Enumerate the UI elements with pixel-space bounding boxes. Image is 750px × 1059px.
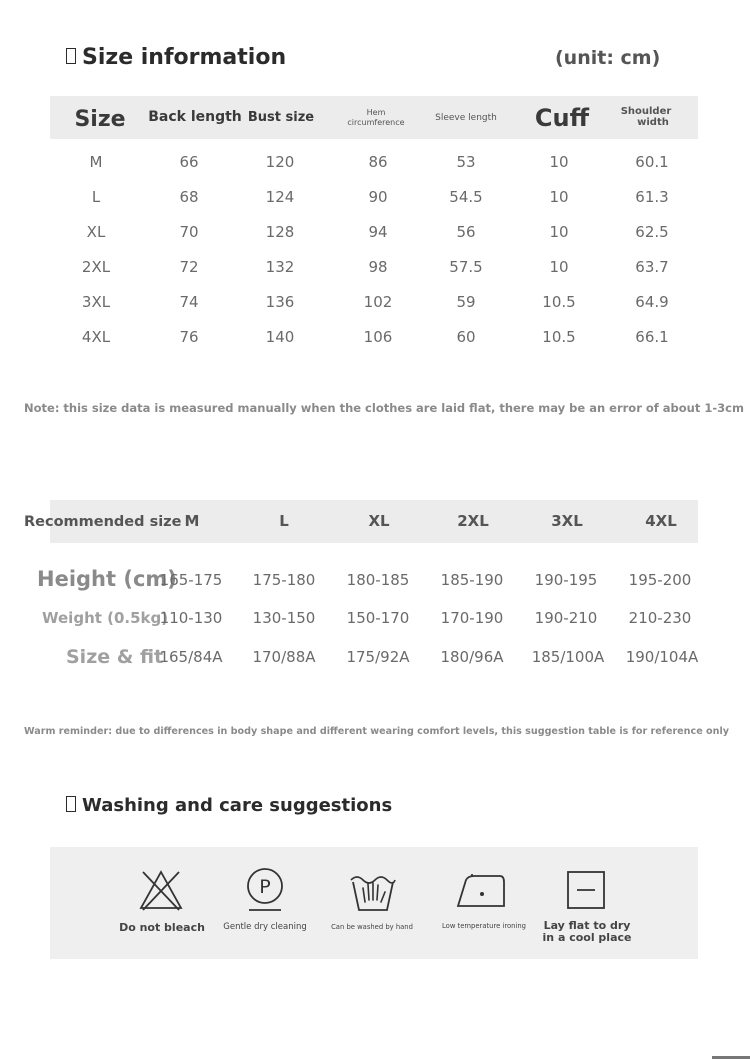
row-bust-size: 140: [265, 328, 295, 346]
header-hem-line2: circumference: [347, 118, 405, 127]
row-back-length: 66: [179, 153, 199, 171]
height-value: 180-185: [346, 571, 410, 589]
lay-flat-dry-icon: [566, 870, 606, 910]
header-bust-size: Bust size: [247, 110, 315, 125]
recommend-size: 4XL: [645, 512, 677, 530]
row-bust-size: 136: [265, 293, 295, 311]
row-sleeve: 53: [456, 153, 476, 171]
weight-value: 110-130: [159, 609, 223, 627]
header-hem-circumference: [338, 108, 414, 128]
row-bust-size: 128: [265, 223, 295, 241]
recommend-header-label: Recommended size: [24, 514, 182, 530]
row-shoulder: 61.3: [635, 188, 669, 206]
row-back-length: 76: [179, 328, 199, 346]
weight-value: 170-190: [440, 609, 504, 627]
row-hem: 98: [368, 258, 388, 276]
recommend-size: 2XL: [457, 512, 489, 530]
height-value: 190-195: [534, 571, 598, 589]
row-cuff: 10: [549, 223, 569, 241]
height-value: 175-180: [252, 571, 316, 589]
size-title-text: Size information: [82, 45, 287, 70]
iron-icon: [456, 872, 508, 910]
no-bleach-label: Do not bleach: [119, 921, 205, 934]
row-sleeve: 60: [456, 328, 476, 346]
iron-label: Low temperature ironing: [442, 922, 526, 930]
row-back-length: 72: [179, 258, 199, 276]
warm-reminder: Warm reminder: due to differences in body shape and different wearing comfort levels, this suggestion table is for reference only: [24, 726, 730, 737]
header-hem-line1: Hem: [366, 108, 386, 117]
weight-value: 130-150: [252, 609, 316, 627]
no-bleach-icon: [139, 868, 183, 912]
row-size: XL: [86, 223, 106, 241]
box-icon: [66, 796, 76, 812]
header-shoulder-width: [614, 106, 678, 128]
row-shoulder: 62.5: [635, 223, 669, 241]
weight-value: 150-170: [346, 609, 410, 627]
row-size: L: [91, 188, 101, 206]
height-label: Height (cm): [37, 567, 177, 591]
unit-label: (unit: cm): [555, 47, 661, 69]
row-hem: 102: [363, 293, 393, 311]
fit-value: 185/100A: [531, 648, 605, 666]
row-hem: 106: [363, 328, 393, 346]
svg-text:P: P: [259, 876, 271, 898]
row-shoulder: 66.1: [635, 328, 669, 346]
row-back-length: 70: [179, 223, 199, 241]
row-shoulder: 63.7: [635, 258, 669, 276]
row-size: 4XL: [81, 328, 111, 346]
header-back-length: Back length: [148, 109, 242, 125]
fit-value: 190/104A: [625, 648, 699, 666]
recommend-size: M: [184, 512, 200, 530]
weight-value: 190-210: [534, 609, 598, 627]
row-bust-size: 132: [265, 258, 295, 276]
row-bust-size: 120: [265, 153, 295, 171]
row-cuff: 10: [549, 188, 569, 206]
row-bust-size: 124: [265, 188, 295, 206]
header-cuff: Cuff: [534, 104, 590, 132]
row-size: 3XL: [81, 293, 111, 311]
header-sleeve-length: Sleeve length: [435, 113, 497, 123]
row-cuff: 10.5: [542, 328, 576, 346]
care-title-text: Washing and care suggestions: [82, 795, 393, 816]
lay-flat-line1: Lay flat to dry: [543, 919, 631, 932]
height-value: 165-175: [159, 571, 223, 589]
row-cuff: 10: [549, 153, 569, 171]
care-section-title: [66, 795, 392, 816]
row-hem: 86: [368, 153, 388, 171]
recommend-size: 3XL: [551, 512, 583, 530]
header-size: Size: [74, 107, 126, 132]
row-hem: 90: [368, 188, 388, 206]
row-size: 2XL: [81, 258, 111, 276]
row-size: M: [89, 153, 103, 171]
hand-wash-icon: [349, 872, 397, 914]
header-shoulder-line1: Shoulder: [620, 106, 672, 117]
row-back-length: 74: [179, 293, 199, 311]
weight-value: 210-230: [628, 609, 692, 627]
row-cuff: 10.5: [542, 293, 576, 311]
fit-label: Size & fit: [66, 646, 164, 668]
weight-label: Weight (0.5kg): [42, 609, 169, 627]
header-shoulder-line2: width: [637, 117, 669, 128]
row-sleeve: 54.5: [449, 188, 483, 206]
fit-value: 180/96A: [440, 648, 504, 666]
fit-value: 170/88A: [252, 648, 316, 666]
box-icon: [66, 48, 76, 64]
row-shoulder: 64.9: [635, 293, 669, 311]
fit-value: 165/84A: [159, 648, 223, 666]
size-section-title: [66, 45, 286, 70]
dry-clean-label: Gentle dry cleaning: [223, 922, 307, 932]
row-hem: 94: [368, 223, 388, 241]
recommend-size: XL: [368, 512, 390, 530]
height-value: 185-190: [440, 571, 504, 589]
lay-flat-line2: in a cool place: [542, 931, 632, 944]
height-value: 195-200: [628, 571, 692, 589]
row-sleeve: 59: [456, 293, 476, 311]
size-note: Note: this size data is measured manually when the clothes are laid flat, there may be an error of about 1-3cm: [24, 401, 744, 415]
row-sleeve: 57.5: [449, 258, 483, 276]
hand-wash-label: Can be washed by hand: [331, 923, 413, 931]
row-sleeve: 56: [456, 223, 476, 241]
dry-clean-icon: [243, 866, 287, 914]
fit-value: 175/92A: [346, 648, 410, 666]
row-cuff: 10: [549, 258, 569, 276]
recommend-size: L: [279, 512, 289, 530]
row-shoulder: 60.1: [635, 153, 669, 171]
lay-flat-dry-label: [536, 920, 638, 944]
row-back-length: 68: [179, 188, 199, 206]
